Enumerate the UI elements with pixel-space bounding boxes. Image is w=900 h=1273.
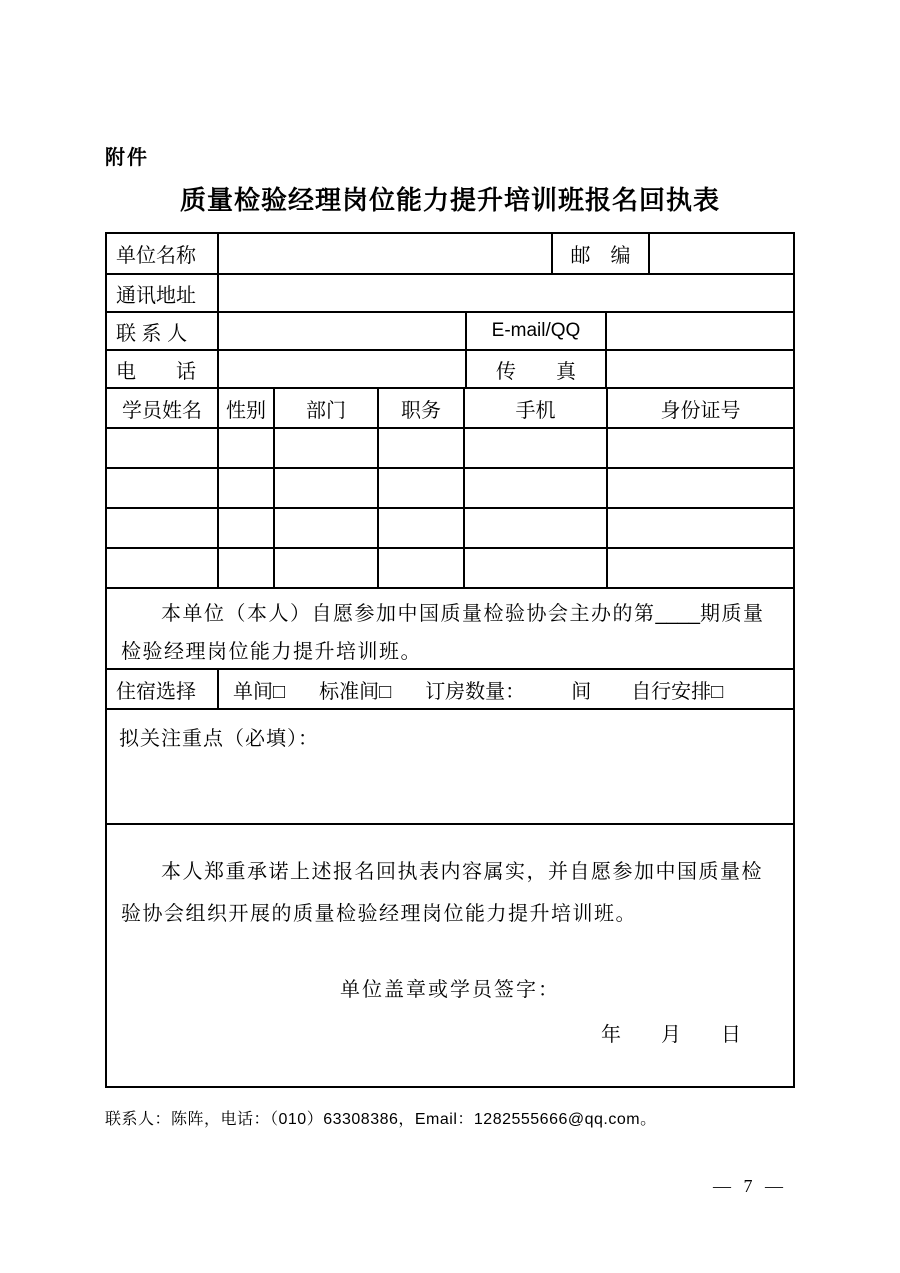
email-qq-label: E-mail/QQ — [467, 313, 607, 349]
empty-cell — [379, 549, 465, 587]
accommodation-row — [107, 670, 793, 710]
contact-person-label: 联 系 人 — [107, 313, 219, 349]
postal-code-label: 邮 编 — [553, 234, 650, 273]
student-row — [107, 469, 793, 509]
phone-blank-cell — [219, 351, 467, 387]
empty-cell — [465, 429, 608, 467]
student-row — [107, 509, 793, 549]
address-blank-cell — [219, 275, 793, 311]
empty-cell — [379, 469, 465, 507]
empty-cell — [219, 509, 275, 547]
contact-person-blank-cell — [219, 313, 467, 349]
empty-cell — [608, 429, 793, 467]
focus-label: 拟关注重点（必填）： — [119, 728, 319, 750]
gender-header: 性别 — [219, 389, 275, 427]
session-number-blank: ____ — [655, 603, 700, 625]
empty-cell — [107, 509, 219, 547]
room-unit-label: 间 — [571, 680, 592, 703]
id-number-header: 身份证号 — [660, 399, 741, 422]
row-address — [107, 275, 793, 313]
accommodation-label: 住宿选择 — [107, 670, 219, 708]
empty-cell — [219, 549, 275, 587]
participation-statement — [107, 589, 793, 668]
email-qq-blank-cell — [607, 313, 793, 349]
pledge-row — [107, 825, 793, 1086]
room-quantity-label: 订房数量： — [425, 680, 526, 703]
standard-room-checkbox-option: 标准间□ — [319, 680, 392, 703]
empty-cell — [275, 429, 379, 467]
student-name-header: 学员姓名 — [107, 389, 219, 427]
date-line: 年 月 日 — [601, 1024, 741, 1046]
empty-cell — [608, 509, 793, 547]
participation-text-before: 本单位（本人）自愿参加中国质量检验协会主办的第 — [161, 603, 656, 625]
signature-label: 单位盖章或学员签字： — [340, 979, 560, 1001]
pledge-text: 本人郑重承诺上述报名回执表内容属实，并自愿参加中国质量检验协会组织开展的质量检验经理岗位能力提升培训班。 — [121, 861, 763, 925]
empty-cell — [465, 469, 608, 507]
pledge-section — [107, 825, 793, 1086]
mobile-header: 手机 — [465, 389, 608, 427]
row-phone — [107, 351, 793, 389]
participation-text-after: 期质量检验经理岗位能力提升培训班。 — [121, 603, 765, 663]
empty-cell — [275, 469, 379, 507]
registration-form-table — [105, 232, 795, 1088]
position-header: 职务 — [379, 389, 465, 427]
single-room-checkbox-option: 单间□ — [233, 680, 286, 703]
page-number: — 7 — — [713, 1176, 787, 1196]
self-arrange-checkbox-option: 自行安排□ — [631, 680, 724, 703]
participation-row — [107, 589, 793, 670]
postal-code-blank-cell — [650, 234, 793, 273]
address-label: 通讯地址 — [107, 275, 219, 311]
fax-label: 传 真 — [467, 351, 607, 387]
student-row — [107, 429, 793, 469]
phone-label: 电 话 — [107, 351, 219, 387]
empty-cell — [608, 469, 793, 507]
department-header: 部门 — [275, 389, 379, 427]
empty-cell — [608, 549, 793, 587]
contact-note: 联系人：陈阵，电话：（010）63308386，Email：1282555666@qq.com。 — [105, 1111, 657, 1128]
empty-cell — [107, 549, 219, 587]
page-title: 质量检验经理岗位能力提升培训班报名回执表 — [179, 185, 720, 215]
empty-cell — [379, 429, 465, 467]
empty-cell — [219, 429, 275, 467]
unit-name-blank-cell — [219, 234, 553, 273]
row-unit-name — [107, 234, 793, 275]
empty-cell — [465, 549, 608, 587]
fax-blank-cell — [607, 351, 793, 387]
empty-cell — [275, 509, 379, 547]
unit-name-label: 单位名称 — [107, 234, 219, 273]
empty-cell — [465, 509, 608, 547]
student-header-row — [107, 389, 793, 429]
empty-cell — [219, 469, 275, 507]
focus-row — [107, 710, 793, 825]
empty-cell — [107, 469, 219, 507]
attachment-label: 附件 — [105, 147, 149, 169]
empty-cell — [275, 549, 379, 587]
accommodation-options — [219, 670, 793, 708]
student-row — [107, 549, 793, 589]
empty-cell — [107, 429, 219, 467]
row-contact — [107, 313, 793, 351]
empty-cell — [379, 509, 465, 547]
